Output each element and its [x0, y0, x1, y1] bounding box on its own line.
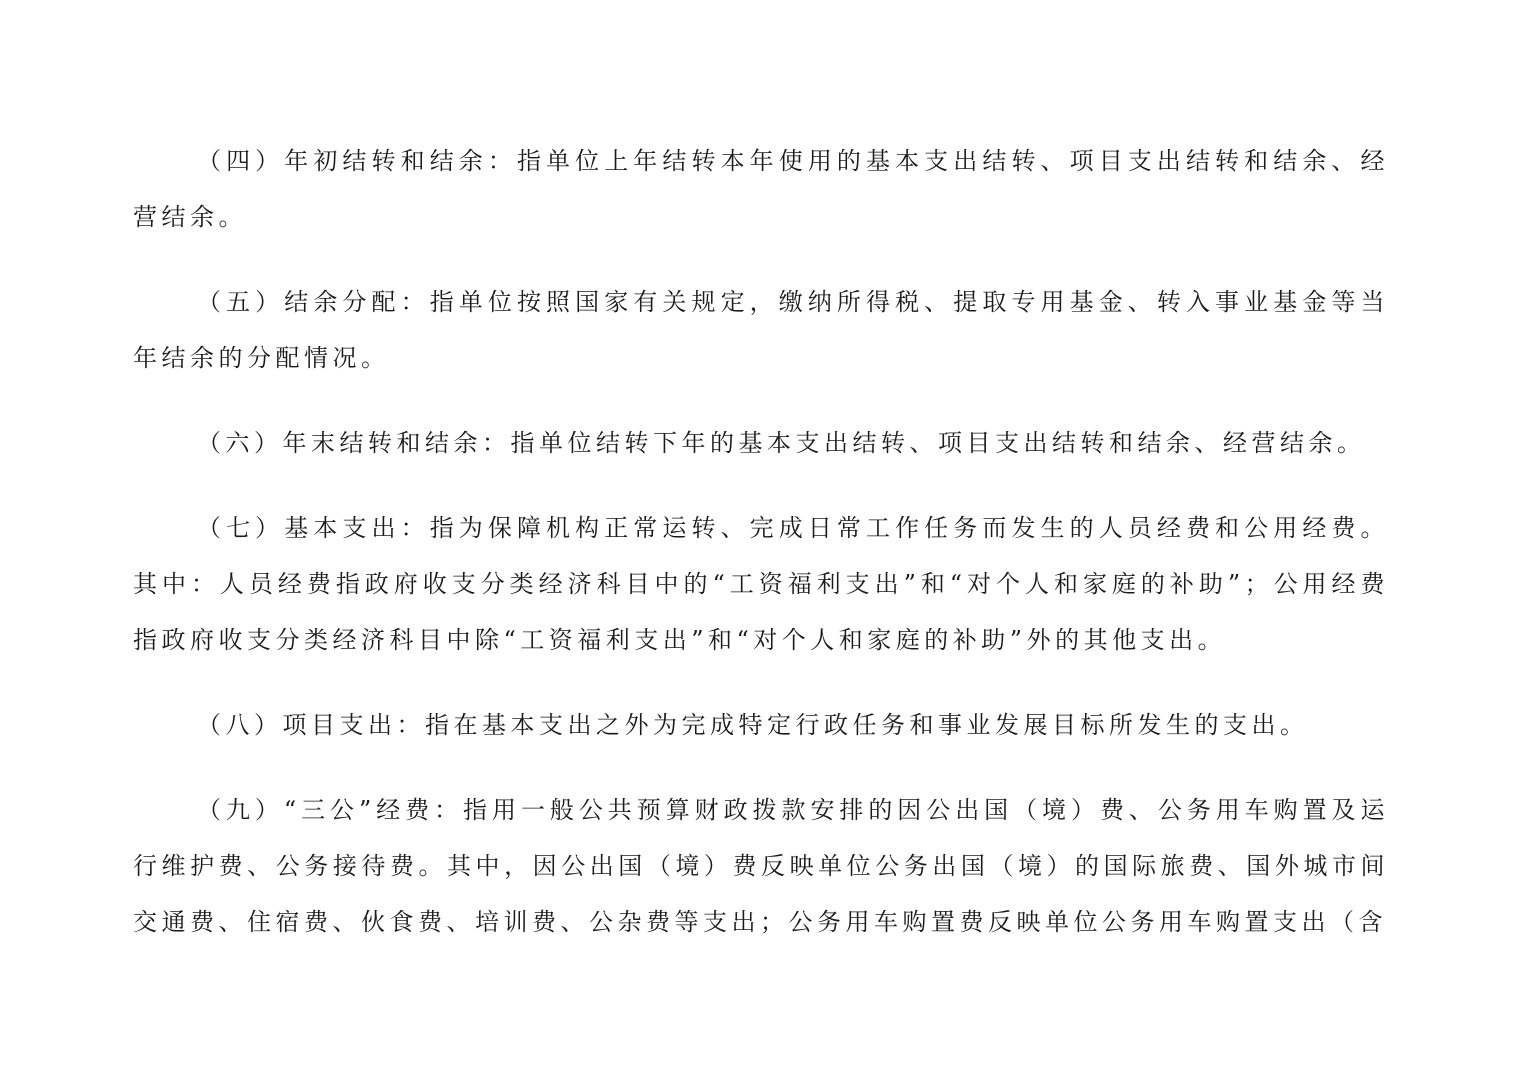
- paragraph-year-start-carryover: （四）年初结转和结余：指单位上年结转本年使用的基本支出结转、项目支出结转和结余、经营结余。: [133, 147, 1389, 231]
- paragraph-three-public-expenses: （九）“三公”经费：指用一般公共预算财政拨款安排的因公出国（境）费、公务用车购置及运行维护费、公务接待费。其中，因公出国（境）费反映单位公务出国（境）的国际旅费、国外城市间交通费、住宿费、伙食费、培训费、公杂费等支出；公务用车购置费反映单位公务用车购置支出（含: [133, 796, 1389, 936]
- paragraph-surplus-distribution: （五）结余分配：指单位按照国家有关规定，缴纳所得税、提取专用基金、转入事业基金等当年结余的分配情况。: [133, 288, 1389, 372]
- paragraph-project-expenditure: （八）项目支出：指在基本支出之外为完成特定行政任务和事业发展目标所发生的支出。: [197, 711, 1309, 739]
- paragraph-basic-expenditure: （七）基本支出：指为保障机构正常运转、完成日常工作任务而发生的人员经费和公用经费。其中：人员经费指政府收支分类经济科目中的“工资福利支出”和“对个人和家庭的补助”；公用经费指政府收支分类经济科目中除“工资福利支出”和“对个人和家庭的补助”外的其他支出。: [133, 514, 1389, 654]
- document-body: [133, 133, 1389, 979]
- paragraph-year-end-carryover: （六）年末结转和结余：指单位结转下年的基本支出结转、项目支出结转和结余、经营结余。: [197, 429, 1366, 457]
